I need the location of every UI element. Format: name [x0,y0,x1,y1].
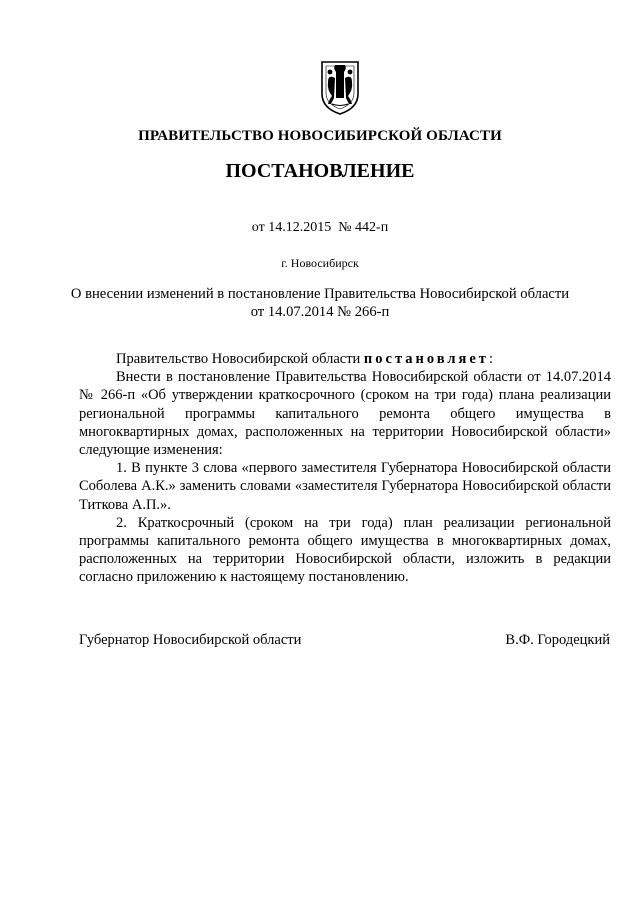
document-date-number [0,220,640,236]
document-subject [0,285,640,321]
intro-paragraph [79,350,611,368]
date-prefix: от [251,220,265,235]
intro-colon: : [488,351,493,367]
signature-position: Губернатор Новосибирской области [79,632,302,648]
intro-text: Правительство Новосибирской области [116,351,361,367]
document-date: 14.12.2015 [268,220,332,235]
change-item-1: 1. В пункте 3 слова «первого заместителя Губернатора Новосибирской области Соболева А.К.» заменить словами «заместителя Губернатора Новосибирской области Титкова А.П.». [79,460,611,513]
government-name: ПРАВИТЕЛЬСТВО НОВОСИБИРСКОЙ ОБЛАСТИ [138,128,502,144]
signature-name: В.Ф. Городецкий [505,632,610,648]
coat-of-arms-icon [316,58,364,117]
document-body [79,350,611,587]
main-paragraph: Внести в постановление Правительства Новосибирской области от 14.07.2014 № 266-п «Об утверждении краткосрочного (сроком на три года) плана реализации региональной программы капитального ремонта общего имущества в многоквартирных домах, расположенных на территории Новосибирской области» следующие изменения: [79,369,611,459]
subject-line-1: О внесении изменений в постановление Правительства Новосибирской области [70,286,570,302]
city-name: г. Новосибирск [281,256,359,270]
document-number: № 442-п [338,220,389,235]
decree-word: постановляет [363,351,489,367]
change-item-2: 2. Краткосрочный (сроком на три года) план реализации региональной программы капитального ремонта общего имущества в многоквартирных домах, расположенных на территории Новосибирской области, изложить в редакции согласно приложению к настоящему постановлению. [79,514,611,586]
subject-line-2: от 14.07.2014 № 266-п [250,304,390,320]
document-type-title: ПОСТАНОВЛЕНИЕ [225,160,415,182]
